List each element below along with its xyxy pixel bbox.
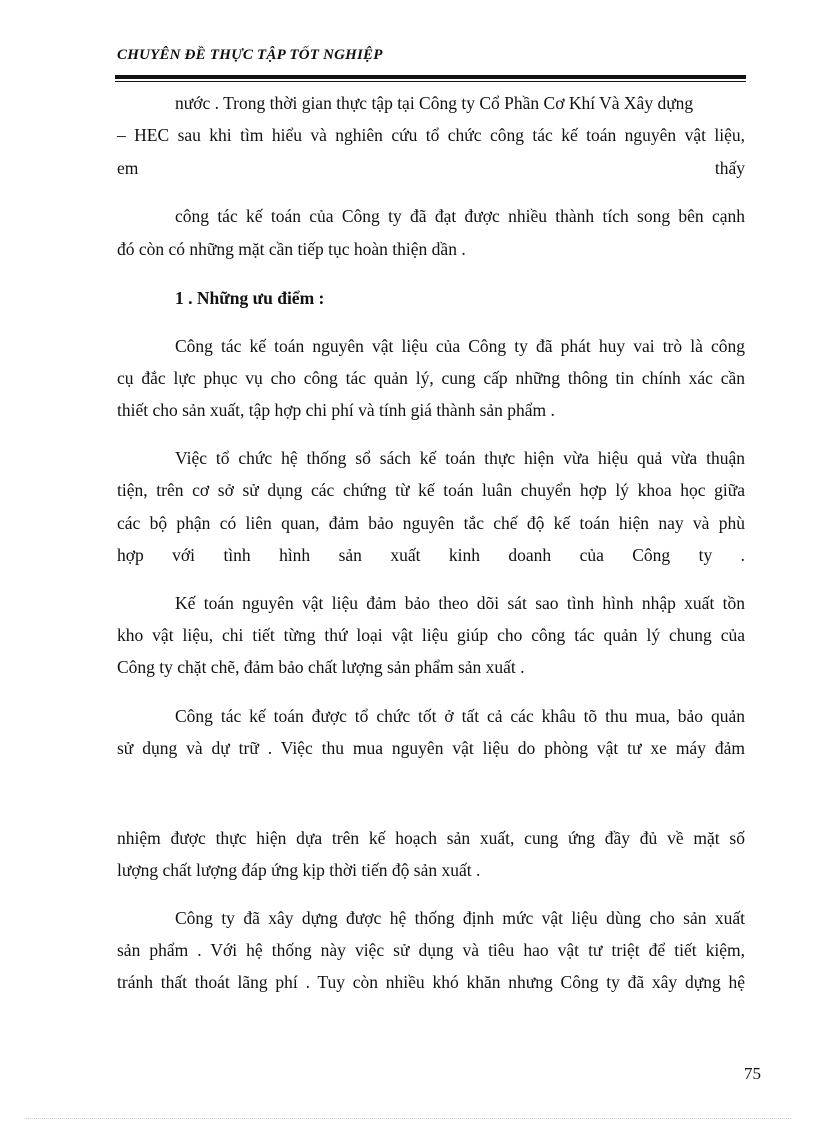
- running-header-title: CHUYÊN ĐỀ THỰC TẬP TỐT NGHIỆP: [117, 47, 383, 63]
- text-line: thiết cho sản xuất, tập hợp chi phí và tính giá thành sản phẩm .: [117, 400, 555, 420]
- text-line: lượng chất lượng đáp ứng kịp thời tiến độ sản xuất .: [117, 860, 481, 880]
- text-line: kho vật liệu, chi tiết từng thứ loại vật liệu giúp cho công tác quản lý chung của: [117, 625, 745, 645]
- page-number: 75: [744, 1064, 761, 1083]
- text-line: sản phẩm . Với hệ thống này việc sử dụng và tiêu hao vật tư triệt để tiết kiệm,: [117, 940, 745, 960]
- text-fragment: em: [117, 158, 139, 178]
- text-line: – HEC sau khi tìm hiểu và nghiên cứu tổ chức công tác kế toán nguyên vật liệu,: [117, 125, 745, 145]
- text-line: tiện, trên cơ sở sử dụng các chứng từ kế toán luân chuyển hợp lý khoa học giữa: [117, 480, 745, 500]
- text-line: Kế toán nguyên vật liệu đảm bảo theo dõi sát sao tình hình nhập xuất tồn: [175, 593, 745, 613]
- text-fragment: thấy: [714, 158, 745, 178]
- text-line: Công ty đã xây dựng được hệ thống định mức vật liệu dùng cho sản xuất: [175, 908, 745, 928]
- header-rule-thick: [115, 75, 746, 79]
- footer-divider: [25, 1118, 791, 1119]
- text-line: các bộ phận có liên quan, đảm bảo nguyên tắc chế độ kế toán hiện nay và phù: [117, 513, 745, 533]
- section-heading: 1 . Những ưu điểm :: [175, 288, 325, 308]
- text-line: tránh thất thoát lãng phí . Tuy còn nhiều khó khăn nhưng Công ty đã xây dựng hệ: [117, 972, 745, 992]
- text-line-split: [117, 157, 745, 179]
- text-line: Công tác kế toán được tổ chức tốt ở tất cả các khâu tõ thu mua, bảo quản: [175, 706, 745, 726]
- text-line: nhiệm được thực hiện dựa trên kế hoạch sản xuất, cung ứng đầy đủ về mặt số: [117, 828, 745, 848]
- text-line: Công tác kế toán nguyên vật liệu của Công ty đã phát huy vai trò là công: [175, 336, 745, 356]
- text-line: công tác kế toán của Công ty đã đạt được nhiều thành tích song bên cạnh: [175, 206, 745, 226]
- text-line: Công ty chặt chẽ, đảm bảo chất lượng sản phẩm sản xuất .: [117, 657, 525, 677]
- text-line: sử dụng và dự trữ . Việc thu mua nguyên vật liệu do phòng vật tư xe máy đảm: [117, 738, 745, 758]
- header-rule-thin: [115, 81, 746, 82]
- text-line: Việc tổ chức hệ thống sổ sách kế toán thực hiện vừa hiệu quả vừa thuận: [175, 448, 745, 468]
- text-line: đó còn có những mặt cần tiếp tục hoàn thiện dần .: [117, 239, 466, 259]
- text-line: hợp với tình hình sản xuất kinh doanh của Công ty .: [117, 545, 745, 565]
- text-line: nước . Trong thời gian thực tập tại Công ty Cổ Phần Cơ Khí Và Xây dựng: [175, 93, 694, 113]
- text-line: cụ đắc lực phục vụ cho công tác quản lý, cung cấp những thông tin chính xác cần: [117, 368, 745, 388]
